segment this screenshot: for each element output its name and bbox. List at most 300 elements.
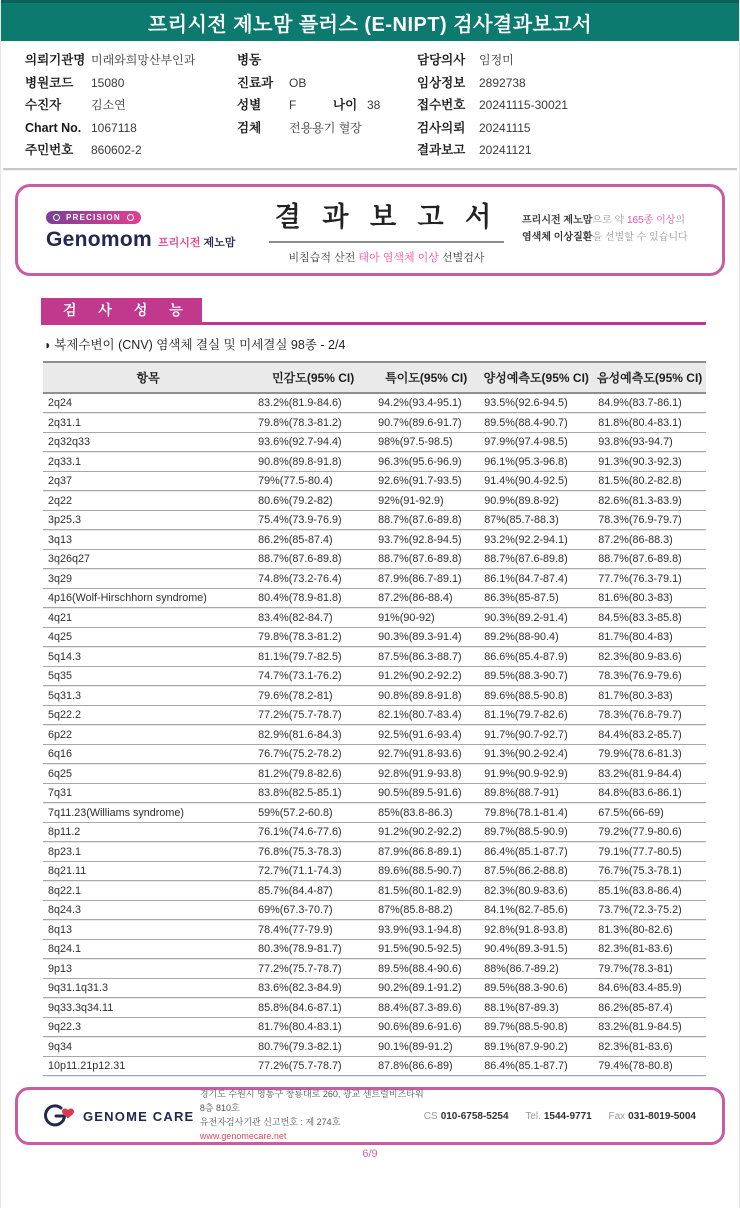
field-value: 38	[367, 98, 381, 112]
address-line2: 유전자검사기관 신고번호 : 제 274호	[199, 1117, 341, 1127]
field-chart-no	[25, 117, 237, 140]
item-cell: 9q31.1q31.3	[43, 978, 253, 998]
item-cell: 8q22.1	[43, 881, 253, 901]
value-cell: 94.2%(93.4-95.1)	[373, 393, 479, 413]
value-cell: 96.1%(95.3-96.8)	[479, 452, 593, 472]
item-cell: 3q13	[43, 530, 253, 550]
value-cell: 90.9%(89.8-92)	[479, 491, 593, 511]
field-request-date	[417, 117, 729, 140]
table-row	[43, 725, 706, 745]
value-cell: 84.9%(83.7-86.1)	[593, 393, 706, 413]
item-cell: 6q25	[43, 764, 253, 784]
value-cell: 89.6%(88.5-90.8)	[479, 686, 593, 706]
value-cell: 76.7%(75.2-78.2)	[253, 744, 373, 764]
value-cell: 72.7%(71.1-74.3)	[253, 861, 373, 881]
table-row	[43, 822, 706, 842]
field-label: 병동	[237, 53, 262, 67]
value-cell: 82.3%(81-83.6)	[593, 939, 706, 959]
value-cell: 81.1%(79.7-82.5)	[253, 647, 373, 667]
item-cell: 2q32q33	[43, 432, 253, 452]
table-row	[43, 393, 706, 413]
value-cell: 78.3%(76.9-79.6)	[593, 666, 706, 686]
value-cell: 86.2%(85-87.4)	[253, 530, 373, 550]
field-label: 결과보고	[417, 143, 466, 157]
value-cell: 80.7%(79.3-82.1)	[253, 1037, 373, 1057]
value-cell: 77.2%(75.7-78.7)	[253, 1056, 373, 1076]
genome-care-logo-icon	[40, 1101, 76, 1131]
value-cell: 97.9%(97.4-98.5)	[479, 432, 593, 452]
col-header-ppv: 양성예측도(95% CI)	[479, 362, 593, 393]
field-value: 20241115	[479, 120, 531, 135]
value-cell: 76.8%(75.3-78.3)	[253, 842, 373, 862]
item-cell: 2q22	[43, 491, 253, 511]
contact-numbers	[424, 1111, 696, 1122]
item-cell: 4q25	[43, 627, 253, 647]
value-cell: 82.9%(81.6-84.3)	[253, 725, 373, 745]
value-cell: 81.1%(79.7-82.6)	[479, 705, 593, 725]
item-cell: 6q16	[43, 744, 253, 764]
footer	[15, 1087, 725, 1145]
precision-badge	[46, 211, 141, 224]
col-header-item: 항목	[43, 362, 253, 393]
table-caption: ◑ 복제수변이 (CNV) 염색체 결실 및 미세결실 98종 - 2/4	[43, 337, 346, 352]
field-label: Chart No.	[25, 120, 82, 135]
value-cell: 79%(77.5-80.4)	[253, 471, 373, 491]
table-row	[43, 705, 706, 725]
value-cell: 93.6%(92.7-94.4)	[253, 432, 373, 452]
tel-label: Tel.	[525, 1110, 541, 1122]
tel-number: 1544-9771	[543, 1110, 592, 1122]
item-cell: 5q35	[43, 666, 253, 686]
value-cell: 93.8%(93-94.7)	[593, 432, 706, 452]
item-cell: 9q22.3	[43, 1017, 253, 1037]
field-clinical-info	[417, 72, 729, 95]
value-cell: 85.7%(84.4-87)	[253, 881, 373, 901]
table-row	[43, 627, 706, 647]
value-cell: 93.7%(92.8-94.5)	[373, 530, 479, 550]
field-specimen	[237, 117, 417, 140]
value-cell: 88%(86.7-89.2)	[479, 959, 593, 979]
field-value: 1067118	[91, 120, 137, 135]
value-cell: 91%(90-92)	[373, 608, 479, 628]
value-cell: 74.8%(73.2-76.4)	[253, 569, 373, 589]
value-cell: 88.7%(87.6-89.8)	[593, 549, 706, 569]
field-resident-no	[25, 139, 237, 162]
value-cell: 89.5%(88.4-90.7)	[479, 413, 593, 433]
result-report-title: 결 과 보 고 서	[269, 195, 504, 243]
value-cell: 86.1%(84.7-87.4)	[479, 569, 593, 589]
table-row	[43, 939, 706, 959]
field-receipt-no	[417, 94, 729, 117]
value-cell: 80.6%(79.2-82)	[253, 491, 373, 511]
value-cell: 90.3%(89.2-91.4)	[479, 608, 593, 628]
table-row	[43, 413, 706, 433]
value-cell: 88.7%(87.6-89.8)	[373, 510, 479, 530]
value-cell: 76.1%(74.6-77.6)	[253, 822, 373, 842]
item-cell: 6p22	[43, 725, 253, 745]
value-cell: 83.2%(81.9-84.6)	[253, 393, 373, 413]
value-cell: 90.3%(89.3-91.4)	[373, 627, 479, 647]
value-cell: 86.6%(85.4-87.9)	[479, 647, 593, 667]
performance-table	[43, 361, 706, 1077]
table-row	[43, 920, 706, 940]
value-cell: 82.3%(80.9-83.6)	[479, 881, 593, 901]
col-header-sensitivity: 민감도(95% CI)	[253, 362, 373, 393]
value-cell: 77.2%(75.7-78.7)	[253, 705, 373, 725]
patient-info-col2	[237, 49, 417, 162]
value-cell: 87.9%(86.7-89.1)	[373, 569, 479, 589]
value-cell: 92%(91-92.9)	[373, 491, 479, 511]
table-row	[43, 666, 706, 686]
value-cell: 81.6%(80.3-83)	[593, 588, 706, 608]
patient-info	[1, 41, 739, 168]
item-cell: 2q31.1	[43, 413, 253, 433]
field-label: 나이	[333, 98, 358, 112]
table-row	[43, 861, 706, 881]
value-cell: 93.5%(92.6-94.5)	[479, 393, 593, 413]
value-cell: 88.4%(87.3-89.6)	[373, 998, 479, 1018]
table-row	[43, 783, 706, 803]
item-cell: 5q31.3	[43, 686, 253, 706]
value-cell: 89.5%(88.4-90.6)	[373, 959, 479, 979]
field-report-date	[417, 139, 729, 162]
table-row	[43, 588, 706, 608]
value-cell: 80.3%(78.9-81.7)	[253, 939, 373, 959]
value-cell: 81.5%(80.1-82.9)	[373, 881, 479, 901]
value-cell: 81.7%(80.4-83.1)	[253, 1017, 373, 1037]
value-cell: 96.3%(95.6-96.9)	[373, 452, 479, 472]
item-cell: 8q24.3	[43, 900, 253, 920]
value-cell: 83.2%(81.9-84.4)	[593, 764, 706, 784]
value-cell: 82.3%(80.9-83.6)	[593, 647, 706, 667]
value-cell: 59%(57.2-60.8)	[253, 803, 373, 823]
item-cell: 3q29	[43, 569, 253, 589]
table-row	[43, 900, 706, 920]
brand-name: Genomom	[46, 227, 152, 251]
value-cell: 88.7%(87.6-89.8)	[479, 549, 593, 569]
value-cell: 84.5%(83.3-85.8)	[593, 608, 706, 628]
patient-info-col3	[417, 49, 729, 162]
item-cell: 3p25.3	[43, 510, 253, 530]
field-value: 전용용기 혈장	[289, 120, 362, 135]
table-row	[43, 842, 706, 862]
report-title-bar	[1, 0, 739, 41]
value-cell: 81.8%(80.4-83.1)	[593, 413, 706, 433]
field-patient-name	[25, 94, 237, 117]
value-cell: 86.4%(85.1-87.7)	[479, 842, 593, 862]
value-cell: 88.7%(87.6-89.8)	[373, 549, 479, 569]
value-cell: 91.3%(90.3-92.3)	[593, 452, 706, 472]
field-label: 병원코드	[25, 75, 74, 90]
field-label: 담당의사	[417, 53, 466, 67]
item-cell: 4p16(Wolf-Hirschhorn syndrome)	[43, 588, 253, 608]
table-row	[43, 510, 706, 530]
value-cell: 92.8%(91.9-93.8)	[373, 764, 479, 784]
field-value: 미래와희망산부인과	[91, 53, 196, 67]
table-row	[43, 471, 706, 491]
value-cell: 69%(67.3-70.7)	[253, 900, 373, 920]
value-cell: 92.8%(91.8-93.8)	[479, 920, 593, 940]
value-cell: 77.2%(75.7-78.7)	[253, 959, 373, 979]
field-value: 20241115-30021	[479, 98, 568, 112]
value-cell: 78.4%(77-79.9)	[253, 920, 373, 940]
item-cell: 8p11.2	[43, 822, 253, 842]
item-cell: 2q37	[43, 471, 253, 491]
value-cell: 73.7%(72.3-75.2)	[593, 900, 706, 920]
value-cell: 93.9%(93.1-94.8)	[373, 920, 479, 940]
fax-label: Fax	[608, 1110, 626, 1122]
banner-note: 프리시전 제노맘으로 약 165종 이상의 염색체 이상질환을 선별할 수 있습니다	[522, 215, 688, 243]
field-value: 15080	[91, 75, 125, 90]
item-cell: 9q33.3q34.11	[43, 998, 253, 1018]
value-cell: 90.6%(89.6-91.6)	[373, 1017, 479, 1037]
section-title: 검 사 성 능	[41, 298, 202, 322]
result-report-subtitle: 비침습적 산전 태아 염색체 이상 선별검사	[288, 251, 485, 264]
value-cell: 89.5%(88.3-90.7)	[479, 666, 593, 686]
field-sex-age	[237, 94, 417, 117]
field-value: OB	[289, 75, 307, 90]
value-cell: 89.8%(88.7-91)	[479, 783, 593, 803]
value-cell: 90.4%(89.3-91.5)	[479, 939, 593, 959]
report-title: 프리시전 제노맘 플러스 (E-NIPT) 검사결과보고서	[147, 13, 593, 36]
genome-care-logo	[40, 1101, 200, 1131]
value-cell: 90.2%(89.1-91.2)	[373, 978, 479, 998]
section-header-performance	[41, 298, 706, 325]
value-cell: 86.4%(85.1-87.7)	[479, 1056, 593, 1076]
item-cell: 7q31	[43, 783, 253, 803]
value-cell: 79.8%(78.3-81.2)	[253, 413, 373, 433]
field-label: 접수번호	[417, 98, 466, 112]
table-row	[43, 881, 706, 901]
website-link: www.genomecare.net	[199, 1130, 287, 1141]
result-report-banner	[15, 184, 725, 276]
item-cell: 8p23.1	[43, 842, 253, 862]
value-cell: 91.2%(90.2-92.2)	[373, 822, 479, 842]
value-cell: 92.5%(91.6-93.4)	[373, 725, 479, 745]
value-cell: 81.7%(80.3-83)	[593, 686, 706, 706]
section-divider	[3, 168, 737, 170]
value-cell: 87.5%(86.2-88.8)	[479, 861, 593, 881]
item-cell: 8q13	[43, 920, 253, 940]
address-line1: 경기도 수원시 영통구 창룡대로 260, 광교 센트럴비즈타워 8층 810호	[199, 1089, 424, 1114]
value-cell: 79.6%(78.2-81)	[253, 686, 373, 706]
value-cell: 87%(85.7-88.3)	[479, 510, 593, 530]
field-value: 임정미	[479, 53, 514, 67]
value-cell: 77.7%(76.3-79.1)	[593, 569, 706, 589]
item-cell: 3q26q27	[43, 549, 253, 569]
performance-table-body	[43, 393, 706, 1076]
value-cell: 87.2%(86-88.4)	[373, 588, 479, 608]
item-cell: 8q21.11	[43, 861, 253, 881]
col-header-specificity: 특이도(95% CI)	[373, 362, 479, 393]
value-cell: 90.8%(89.8-91.8)	[253, 452, 373, 472]
item-cell: 5q22.2	[43, 705, 253, 725]
value-cell: 79.4%(78-80.8)	[593, 1056, 706, 1076]
field-value: 김소연	[91, 98, 126, 112]
item-cell: 4q21	[43, 608, 253, 628]
table-row	[43, 803, 706, 823]
value-cell: 67.5%(66-69)	[593, 803, 706, 823]
value-cell: 84.4%(83.2-85.7)	[593, 725, 706, 745]
value-cell: 78.3%(76.9-79.7)	[593, 510, 706, 530]
field-institution	[25, 49, 237, 72]
table-row	[43, 491, 706, 511]
item-cell: 2q24	[43, 393, 253, 413]
company-name: GENOME CARE	[83, 1108, 195, 1124]
value-cell: 91.2%(90.2-92.2)	[373, 666, 479, 686]
precision-badge-label: PRECISION	[66, 212, 121, 222]
table-row	[43, 432, 706, 452]
value-cell: 75.4%(73.9-76.9)	[253, 510, 373, 530]
field-label: 의뢰기관명	[25, 53, 86, 67]
table-row	[43, 1017, 706, 1037]
value-cell: 85%(83.8-86.3)	[373, 803, 479, 823]
value-cell: 83.4%(82-84.7)	[253, 608, 373, 628]
value-cell: 82.3%(81-83.6)	[593, 1037, 706, 1057]
value-cell: 74.7%(73.1-76.2)	[253, 666, 373, 686]
value-cell: 83.2%(81.9-84.5)	[593, 1017, 706, 1037]
brand-wordmark	[46, 228, 251, 252]
field-label: 검체	[237, 120, 262, 135]
value-cell: 84.8%(83.6-86.1)	[593, 783, 706, 803]
value-cell: 82.1%(80.7-83.4)	[373, 705, 479, 725]
table-row	[43, 1037, 706, 1057]
value-cell: 83.6%(82.3-84.9)	[253, 978, 373, 998]
genomom-logo	[46, 208, 251, 252]
field-label: 성별	[237, 98, 262, 112]
field-doctor	[417, 49, 729, 72]
value-cell: 79.2%(77.9-80.6)	[593, 822, 706, 842]
result-report-title-block	[251, 195, 522, 265]
value-cell: 79.1%(77.7-80.5)	[593, 842, 706, 862]
col-header-npv: 음성예측도(95% CI)	[593, 362, 706, 393]
field-label: 임상정보	[417, 75, 466, 90]
value-cell: 89.1%(87.9-90.2)	[479, 1037, 593, 1057]
value-cell: 90.1%(89-91.2)	[373, 1037, 479, 1057]
table-row	[43, 686, 706, 706]
item-cell: 8q24.1	[43, 939, 253, 959]
patient-info-col1	[25, 49, 237, 162]
field-label: 진료과	[237, 75, 274, 90]
value-cell: 84.1%(82.7-85.6)	[479, 900, 593, 920]
field-department	[237, 72, 417, 95]
value-cell: 90.8%(89.8-91.8)	[373, 686, 479, 706]
value-cell: 85.1%(83.8-86.4)	[593, 881, 706, 901]
fax-number: 031-8019-5004	[628, 1110, 696, 1122]
value-cell: 91.3%(90.2-92.4)	[479, 744, 593, 764]
value-cell: 91.4%(90.4-92.5)	[479, 471, 593, 491]
table-row	[43, 530, 706, 550]
item-cell: 7q11.23(Williams syndrome)	[43, 803, 253, 823]
table-row	[43, 764, 706, 784]
value-cell: 89.5%(88.3-90.6)	[479, 978, 593, 998]
value-cell: 98%(97.5-98.5)	[373, 432, 479, 452]
field-value: 20241121	[479, 143, 532, 157]
value-cell: 87.5%(86.3-88.7)	[373, 647, 479, 667]
cs-number: 010-6758-5254	[440, 1110, 509, 1122]
field-hospital-code	[25, 72, 237, 95]
value-cell: 76.7%(75.3-78.1)	[593, 861, 706, 881]
table-row	[43, 647, 706, 667]
table-row	[43, 744, 706, 764]
value-cell: 79.8%(78.3-81.2)	[253, 627, 373, 647]
table-row	[43, 959, 706, 979]
value-cell: 92.6%(91.7-93.5)	[373, 471, 479, 491]
table-row	[43, 452, 706, 472]
value-cell: 84.6%(83.4-85.9)	[593, 978, 706, 998]
field-label: 주민번호	[25, 143, 74, 157]
value-cell: 89.6%(88.5-90.7)	[373, 861, 479, 881]
value-cell: 87.8%(86.6-89)	[373, 1056, 479, 1076]
value-cell: 86.3%(85-87.5)	[479, 588, 593, 608]
value-cell: 79.7%(78.3-81)	[593, 959, 706, 979]
value-cell: 79.9%(78.6-81.3)	[593, 744, 706, 764]
field-value: 2892738	[479, 75, 526, 90]
brand-kr-pink: 프리시전	[157, 236, 201, 249]
value-cell: 89.7%(88.5-90.9)	[479, 822, 593, 842]
value-cell: 87.2%(86-88.3)	[593, 530, 706, 550]
value-cell: 80.4%(78.9-81.8)	[253, 588, 373, 608]
brand-kr-dark: 제노맘	[203, 236, 236, 249]
value-cell: 79.8%(78.1-81.4)	[479, 803, 593, 823]
value-cell: 83.8%(82.5-85.1)	[253, 783, 373, 803]
value-cell: 90.7%(89.6-91.7)	[373, 413, 479, 433]
value-cell: 81.2%(79.8-82.6)	[253, 764, 373, 784]
item-cell: 5q14.3	[43, 647, 253, 667]
value-cell: 82.6%(81.3-83.9)	[593, 491, 706, 511]
value-cell: 81.5%(80.2-82.8)	[593, 471, 706, 491]
table-row	[43, 569, 706, 589]
value-cell: 91.9%(90.9-92.9)	[479, 764, 593, 784]
value-cell: 81.7%(80.4-83)	[593, 627, 706, 647]
value-cell: 90.5%(89.5-91.6)	[373, 783, 479, 803]
field-value: 860602-2	[91, 143, 142, 157]
value-cell: 88.1%(87-89.3)	[479, 998, 593, 1018]
value-cell: 89.7%(88.5-90.8)	[479, 1017, 593, 1037]
table-row	[43, 549, 706, 569]
value-cell: 87%(85.8-88.2)	[373, 900, 479, 920]
field-label: 수진자	[25, 98, 62, 112]
field-label: 검사의뢰	[417, 120, 466, 135]
field-ward	[237, 49, 417, 72]
value-cell: 87.9%(86.8-89.1)	[373, 842, 479, 862]
item-cell: 2q33.1	[43, 452, 253, 472]
page-number: 6/9	[362, 1148, 378, 1160]
value-cell: 93.2%(92.2-94.1)	[479, 530, 593, 550]
value-cell: 78.3%(76.8-79.7)	[593, 705, 706, 725]
table-row	[43, 978, 706, 998]
half-circle-icon: ◑	[43, 337, 51, 352]
value-cell: 88.7%(87.6-89.8)	[253, 549, 373, 569]
company-address	[200, 1088, 424, 1144]
table-row	[43, 608, 706, 628]
value-cell: 91.5%(90.5-92.5)	[373, 939, 479, 959]
value-cell: 92.7%(91.8-93.6)	[373, 744, 479, 764]
cs-label: CS	[423, 1110, 438, 1122]
table-header-row	[43, 362, 706, 393]
item-cell: 9p13	[43, 959, 253, 979]
table-row	[43, 1056, 706, 1076]
value-cell: 86.2%(85-87.4)	[593, 998, 706, 1018]
field-value: F	[289, 98, 297, 112]
value-cell: 81.3%(80-82.6)	[593, 920, 706, 940]
value-cell: 85.8%(84.6-87.1)	[253, 998, 373, 1018]
value-cell: 91.7%(90.7-92.7)	[479, 725, 593, 745]
item-cell: 10p11.21p12.31	[43, 1056, 253, 1076]
table-row	[43, 998, 706, 1018]
item-cell: 9q34	[43, 1037, 253, 1057]
value-cell: 89.2%(88-90.4)	[479, 627, 593, 647]
